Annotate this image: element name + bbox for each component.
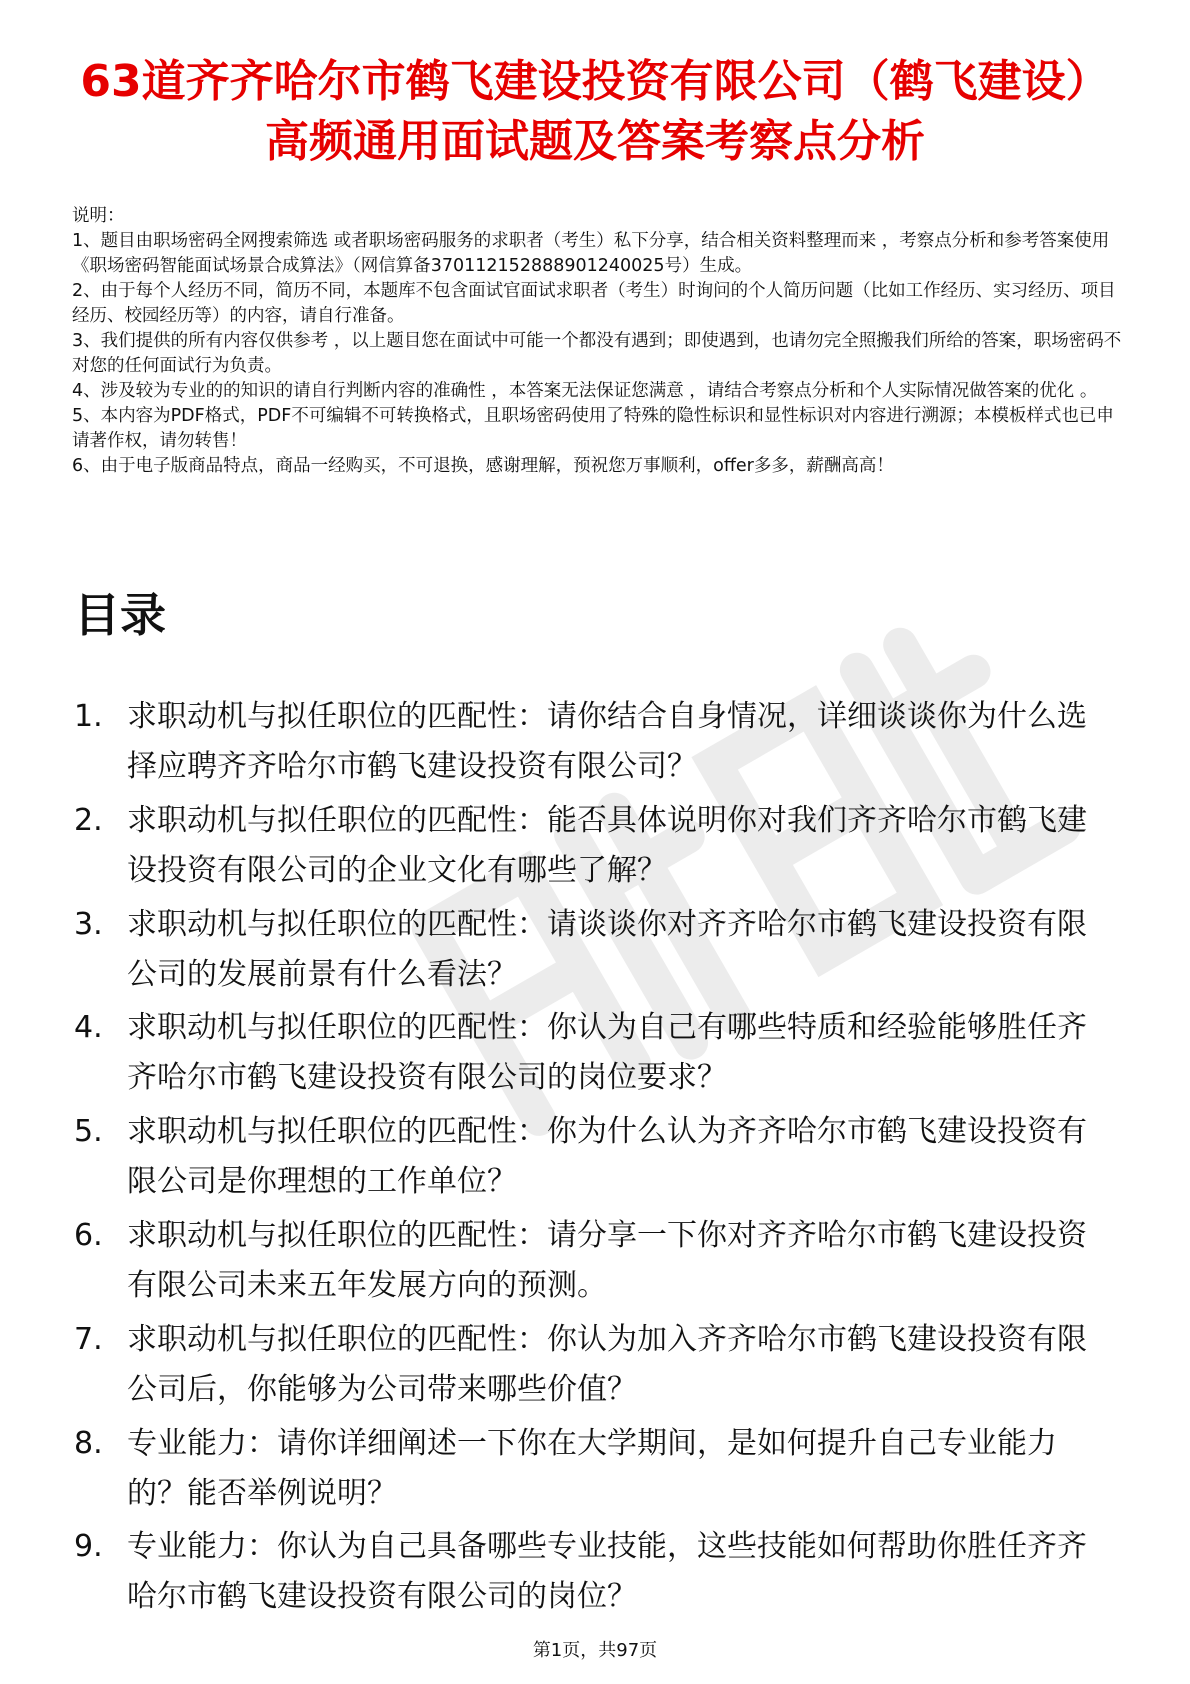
notes-item: 5、本内容为PDF格式，PDF不可编辑不可转换格式，且职场密码使用了特殊的隐性标识和显性标识对内容进行溯源；本模板样式也已申请著作权，请勿转售！ xyxy=(72,406,1114,451)
document-title: 63道齐齐哈尔市鹤飞建设投资有限公司（鹤飞建设）高频通用面试题及答案考察点分析 xyxy=(80,56,1110,167)
toc-item-number: 1. xyxy=(74,699,103,734)
toc-item[interactable] xyxy=(74,1419,1114,1519)
toc-heading: 目录 xyxy=(74,588,166,642)
page-footer: 第1页，共97页 xyxy=(532,1640,658,1661)
toc-item[interactable] xyxy=(74,900,1114,1000)
toc-item-text: 专业能力：请你详细阐述一下你在大学期间，是如何提升自己专业能力的？能否举例说明？ xyxy=(127,1425,1057,1511)
toc-item-number: 3. xyxy=(74,906,103,942)
notes-item: 1、题目由职场密码全网搜索筛选 或者职场密码服务的求职者（考生）私下分享，结合相关资料整理而来 ，考察点分析和参考答案使用《职场密码智能面试场景合成算法》（网信算备370112152888901240025号）生成。 xyxy=(72,231,1110,276)
toc-item-text: 求职动机与拟任职位的匹配性：能否具体说明你对我们齐齐哈尔市鹤飞建设投资有限公司的企业文化有哪些了解？ xyxy=(127,802,1087,888)
toc-item-text: 求职动机与拟任职位的匹配性：你为什么认为齐齐哈尔市鹤飞建设投资有限公司是你理想的工作单位？ xyxy=(127,1114,1087,1200)
toc-item-text: 求职动机与拟任职位的匹配性：请谈谈你对齐齐哈尔市鹤飞建设投资有限公司的发展前景有什么看法？ xyxy=(127,906,1087,992)
toc-item[interactable] xyxy=(74,1522,1114,1622)
notes-item: 3、我们提供的所有内容仅供参考 ，以上题目您在面试中可能一个都没有遇到；即使遇到，也请勿完全照搬我们所给的答案，职场密码不对您的任何面试行为负责。 xyxy=(72,331,1122,376)
notes-item: 4、涉及较为专业的的知识的请自行判断内容的准确性 ，本答案无法保证您满意 ，请结合考察点分析和个人实际情况做答案的优化 。 xyxy=(72,381,1098,401)
toc-item[interactable] xyxy=(74,1315,1114,1415)
toc-item-text: 求职动机与拟任职位的匹配性：请你结合自身情况，详细谈谈你为什么选择应聘齐齐哈尔市鹤飞建设投资有限公司？ xyxy=(127,699,1087,784)
notes-heading: 说明： xyxy=(72,206,125,226)
toc-item-text: 求职动机与拟任职位的匹配性：请分享一下你对齐齐哈尔市鹤飞建设投资有限公司未来五年发展方向的预测。 xyxy=(127,1217,1087,1303)
notes-item: 2、由于每个人经历不同，简历不同，本题库不包含面试官面试求职者（考生）时询问的个人简历问题（比如工作经历、实习经历、项目经历、校园经历等）的内容，请自行准备。 xyxy=(72,281,1116,326)
toc-item[interactable] xyxy=(74,692,1114,792)
toc-item-text: 求职动机与拟任职位的匹配性：你认为自己有哪些特质和经验能够胜任齐齐哈尔市鹤飞建设投资有限公司的岗位要求？ xyxy=(127,1010,1087,1096)
toc-item-number: 2. xyxy=(74,802,103,838)
toc-item[interactable] xyxy=(74,1211,1114,1311)
toc-item[interactable] xyxy=(74,796,1114,896)
notes-section xyxy=(72,204,1122,479)
toc-item[interactable] xyxy=(74,1107,1114,1207)
toc-item-number: 4. xyxy=(74,1010,103,1046)
toc-item-number: 6. xyxy=(74,1217,103,1253)
notes-item: 6、由于电子版商品特点，商品一经购买，不可退换，感谢理解，预祝您万事顺利，offer多多，薪酬高高！ xyxy=(72,456,894,476)
toc-item-number: 8. xyxy=(74,1425,103,1461)
toc-item-text: 专业能力：你认为自己具备哪些专业技能，这些技能如何帮助你胜任齐齐哈尔市鹤飞建设投资有限公司的岗位？ xyxy=(127,1529,1087,1615)
toc-item-number: 5. xyxy=(74,1114,103,1150)
toc-item-text: 求职动机与拟任职位的匹配性：你认为加入齐齐哈尔市鹤飞建设投资有限公司后，你能够为公司带来哪些价值？ xyxy=(127,1321,1087,1407)
toc-item-number: 9. xyxy=(74,1529,103,1565)
toc-item-number: 7. xyxy=(74,1321,103,1357)
toc-list xyxy=(74,692,1114,1626)
toc-item[interactable] xyxy=(74,1003,1114,1103)
